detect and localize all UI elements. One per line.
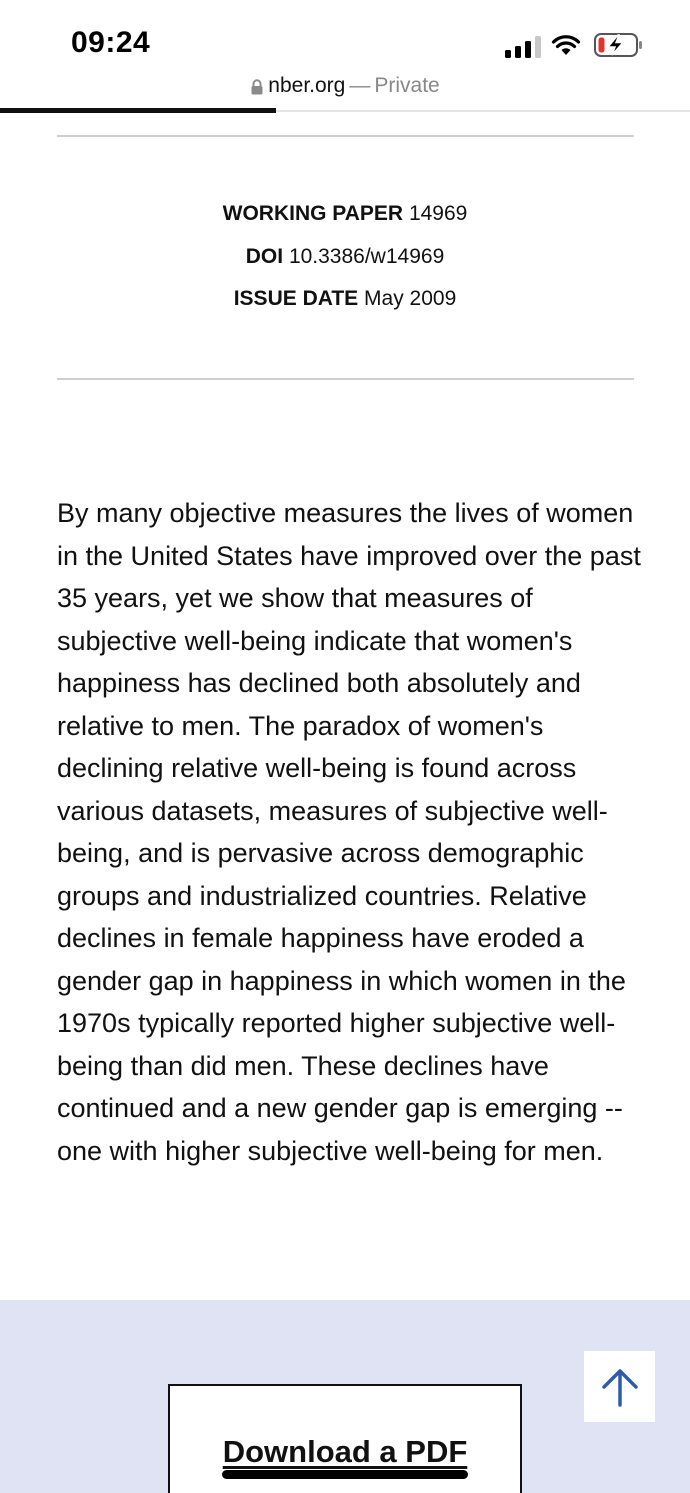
issue-date-line (0, 287, 690, 311)
cellular-signal-icon (505, 34, 541, 58)
doi-value[interactable]: 10.3386/w14969 (288, 245, 445, 268)
divider-bottom (57, 378, 634, 380)
battery-charging-icon (594, 33, 644, 57)
working-paper-line (0, 202, 690, 226)
divider-top (57, 135, 634, 137)
issue-date-label: ISSUE DATE (233, 287, 359, 310)
status-time: 09:24 (71, 26, 151, 59)
doi-line (0, 245, 690, 269)
doi-label: DOI (245, 245, 284, 268)
scroll-to-top-button[interactable] (584, 1351, 655, 1422)
private-mode-label: Private (374, 74, 440, 97)
address-bar[interactable] (0, 72, 690, 112)
status-bar (0, 0, 690, 70)
page-load-progress-bar (0, 108, 276, 113)
download-pdf-label: Download a PDF (222, 1434, 468, 1469)
lock-icon (250, 79, 264, 95)
working-paper-number: 14969 (408, 202, 468, 225)
url-host: nber.org (268, 74, 346, 97)
url-separator: — (349, 74, 371, 97)
abstract-text: By many objective measures the lives of women in the United States have improved over the past 35 years, yet we show that measures of subjective well-being indicate that women's happiness has declined both absolutely and relative to men. The paradox of women's declining relative well-being is found across various datasets, measures of subjective well-being, and is pervasive across demographic groups and industrialized countries. Relative declines in female happiness have eroded a gender gap in happiness in which women in the 1970s typically reported higher subjective well-being than did men. These declines have continued and a new gender gap is emerging -- one with higher subjective well-being for men. (57, 498, 641, 1166)
issue-date-value: May 2009 (364, 287, 457, 310)
working-paper-label: WORKING PAPER (222, 202, 404, 225)
wifi-icon (551, 34, 581, 56)
arrow-up-icon (598, 1365, 642, 1409)
home-indicator[interactable] (222, 1470, 468, 1479)
